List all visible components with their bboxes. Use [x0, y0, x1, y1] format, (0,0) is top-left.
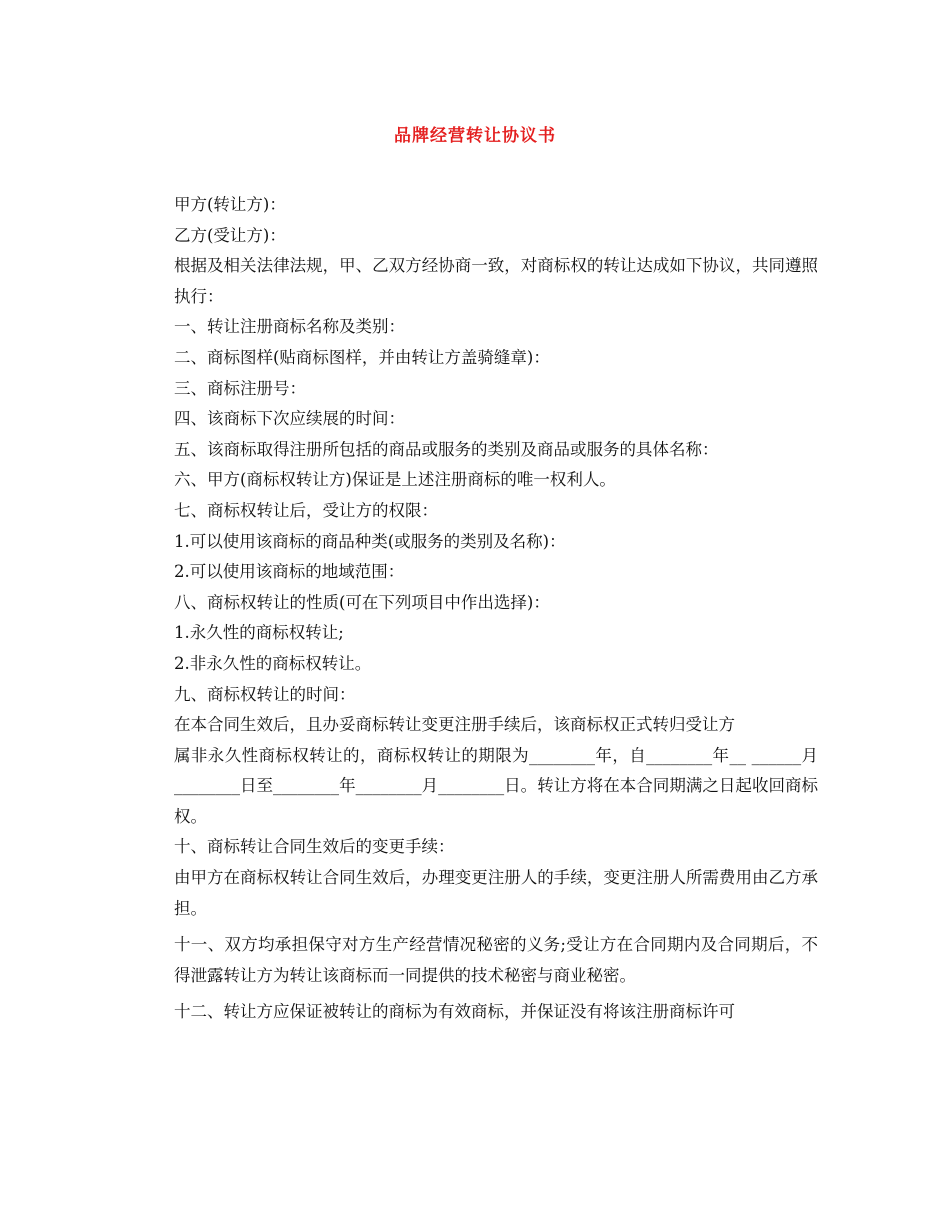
paragraph: 属非永久性商标权转让的，商标权转让的期限为________年，自________年__ ______月________日至________年________月________日。转让方将在本合同期满之日起收回商标权。: [174, 745, 818, 826]
paragraph: 十二、转让方应保证被转让的商标为有效商标，并保证没有将该注册商标许可: [174, 1002, 735, 1022]
paragraph: 五、该商标取得注册所包括的商品或服务的类别及商品或服务的具体名称：: [174, 439, 719, 459]
paragraph: 一、转让注册商标名称及类别：: [174, 317, 405, 337]
paragraph: 1.可以使用该商标的商品种类(或服务的类别及名称)：: [174, 531, 566, 551]
paragraph: 在本合同生效后，且办妥商标转让变更注册手续后，该商标权正式转归受让方: [174, 715, 735, 735]
paragraph: 二、商标图样(贴商标图样，并由转让方盖骑缝章)：: [174, 347, 550, 367]
paragraph: 十、商标转让合同生效后的变更手续：: [174, 837, 455, 857]
paragraph: 三、商标注册号：: [174, 378, 306, 398]
paragraph: 2.非永久性的商标权转让。: [174, 653, 372, 673]
paragraph: 十一、双方均承担保守对方生产经营情况秘密的义务;受让方在合同期内及合同期后，不得泄露转让方为转让该商标而一同提供的技术秘密与商业秘密。: [174, 935, 818, 985]
paragraph: 八、商标权转让的性质(可在下列项目中作出选择)：: [174, 592, 550, 612]
paragraph: 根据及相关法律法规，甲、乙双方经协商一致，对商标权的转让达成如下协议，共同遵照执行：: [174, 256, 818, 306]
paragraph: 乙方(受让方)：: [174, 225, 286, 245]
paragraph: 由甲方在商标权转让合同生效后，办理变更注册人的手续，变更注册人所需费用由乙方承担。: [174, 868, 818, 918]
paragraph: 九、商标权转让的时间：: [174, 684, 356, 704]
paragraph: 1.永久性的商标权转让;: [174, 623, 344, 643]
paragraph: 甲方(转让方)：: [174, 195, 286, 214]
paragraph: 六、甲方(商标权转让方)保证是上述注册商标的唯一权利人。: [174, 470, 616, 490]
paragraph: 四、该商标下次应续展的时间：: [174, 409, 405, 429]
paragraph: 2.可以使用该商标的地域范围：: [174, 562, 405, 582]
paragraph: 七、商标权转让后，受让方的权限：: [174, 500, 438, 520]
document-title: 品牌经营转让协议书: [394, 126, 556, 146]
document-body: [138, 190, 818, 1028]
